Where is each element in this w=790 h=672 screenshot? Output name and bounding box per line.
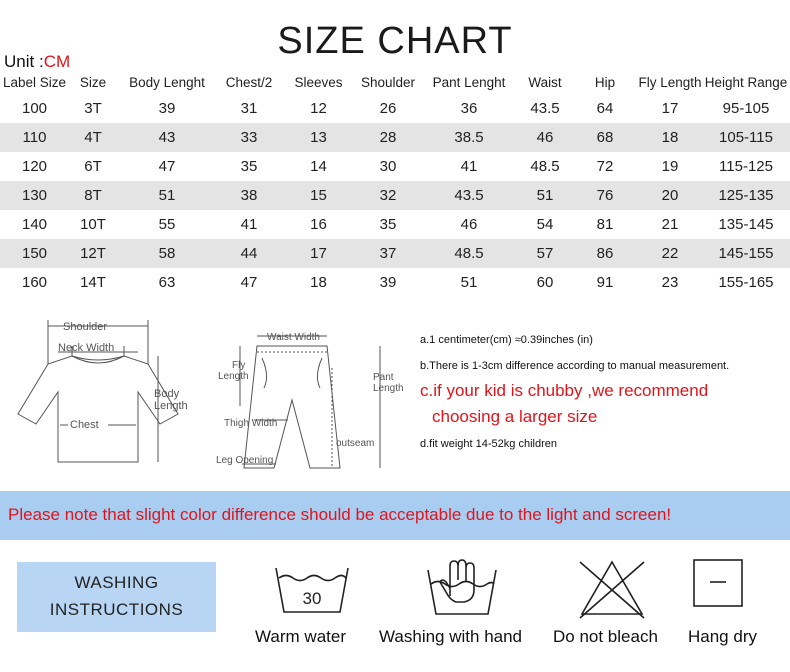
table-cell: 100 — [21, 100, 48, 117]
table-cell: 47 — [158, 158, 176, 175]
hand-wash-icon — [412, 556, 512, 620]
page-title: SIZE CHART — [277, 20, 513, 62]
table-cell: 43.5 — [530, 100, 560, 117]
neck-width-label: Neck Width — [58, 342, 115, 354]
table-cell: 18 — [310, 274, 327, 291]
column-header: Sleeves — [294, 74, 343, 90]
column-header: Fly Length — [638, 74, 702, 90]
table-cell: 57 — [518, 239, 572, 268]
table-cell: 22 — [638, 239, 702, 268]
table-cell: 17 — [661, 100, 679, 117]
table-cell: 12T — [69, 239, 117, 268]
table-cell: 44 — [217, 239, 281, 268]
table-cell: 64 — [596, 100, 614, 117]
hang-dry-icon — [676, 556, 776, 620]
table-cell: 17 — [281, 239, 356, 268]
table-cell: 20 — [638, 181, 702, 210]
table-cell: 21 — [661, 216, 679, 233]
table-cell: 14T — [80, 274, 106, 291]
table-cell: 46 — [518, 123, 572, 152]
column-header: Size — [79, 74, 107, 90]
column-header: Hip — [594, 74, 616, 90]
table-cell: 30 — [379, 158, 397, 175]
table-cell: 33 — [217, 123, 281, 152]
note-b: b.There is 1-3cm difference according to manual measurement. — [420, 360, 730, 372]
table-cell: 10T — [80, 216, 106, 233]
table-cell: 26 — [379, 100, 397, 117]
pant-length-label: Pant Length — [373, 372, 404, 394]
no-bleach-icon — [562, 556, 662, 620]
table-cell: 105-115 — [702, 123, 790, 152]
table-row — [0, 268, 790, 297]
table-cell: 125-135 — [702, 181, 790, 210]
column-header: Shoulder — [360, 74, 416, 90]
table-cell: 38.5 — [420, 123, 518, 152]
table-cell: 135-145 — [718, 216, 774, 233]
warm-water-icon — [262, 556, 362, 620]
size-table — [0, 70, 790, 297]
note-c-line1: c.if your kid is chubby ,we recommend — [420, 381, 709, 400]
table-cell: 16 — [310, 216, 327, 233]
color-notice-text: Please note that slight color difference should be acceptable due to the light and screen! — [8, 505, 672, 524]
column-header: Waist — [528, 74, 562, 90]
table-cell: 54 — [536, 216, 554, 233]
note-d: d.fit weight 14-52kg children — [420, 438, 557, 450]
table-cell: 38 — [217, 181, 281, 210]
washing-title-line2: INSTRUCTIONS — [49, 600, 184, 619]
table-cell: 120 — [21, 158, 48, 175]
hand-wash-label: Washing with hand — [379, 627, 523, 646]
table-cell: 130 — [0, 181, 69, 210]
table-cell: 160 — [21, 274, 48, 291]
table-cell: 63 — [158, 274, 176, 291]
table-cell: 8T — [69, 181, 117, 210]
color-notice-banner — [0, 491, 790, 540]
table-cell: 12 — [310, 100, 327, 117]
table-cell: 43.5 — [420, 181, 518, 210]
waist-width-label: Waist Width — [267, 332, 320, 343]
washing-instructions-box — [17, 562, 216, 632]
table-cell: 95-105 — [722, 100, 770, 117]
table-cell: 32 — [356, 181, 420, 210]
table-cell: 47 — [240, 274, 258, 291]
table-cell: 23 — [661, 274, 679, 291]
table-row — [0, 210, 790, 239]
table-cell: 115-125 — [719, 158, 773, 175]
table-cell: 37 — [356, 239, 420, 268]
table-cell: 39 — [379, 274, 397, 291]
table-cell: 28 — [356, 123, 420, 152]
table-row — [0, 239, 790, 268]
table-cell: 110 — [0, 123, 69, 152]
table-cell: 145-155 — [702, 239, 790, 268]
note-a: a.1 centimeter(cm) ≈0.39inches (in) — [420, 334, 593, 346]
column-header: Chest/2 — [225, 74, 273, 90]
table-cell: 39 — [158, 100, 176, 117]
outseam-label: outseam — [336, 438, 375, 449]
table-cell: 51 — [117, 181, 217, 210]
note-c-line2: choosing a larger size — [432, 407, 598, 426]
table-cell: 4T — [69, 123, 117, 152]
body-length-label: Body Length — [154, 388, 188, 412]
hang-dry-label: Hang dry — [688, 627, 757, 646]
table-cell: 6T — [84, 158, 102, 175]
table-cell: 150 — [0, 239, 69, 268]
shirt-diagram — [8, 312, 208, 470]
table-cell: 31 — [240, 100, 258, 117]
unit-label — [4, 52, 70, 72]
table-cell: 48.5 — [530, 158, 560, 175]
table-cell: 91 — [596, 274, 614, 291]
table-cell: 43 — [117, 123, 217, 152]
table-cell: 15 — [281, 181, 356, 210]
chest-label: Chest — [70, 419, 99, 431]
table-cell: 60 — [536, 274, 554, 291]
table-cell: 68 — [572, 123, 638, 152]
table-cell: 48.5 — [420, 239, 518, 268]
table-cell: 51 — [518, 181, 572, 210]
table-cell: 140 — [21, 216, 48, 233]
table-cell: 35 — [240, 158, 258, 175]
leg-opening-label: Leg Opening — [216, 455, 274, 466]
table-row — [0, 94, 790, 123]
wash-temp: 30 — [302, 589, 322, 608]
size-table-header — [0, 70, 790, 94]
table-cell: 51 — [460, 274, 478, 291]
fly-length-label: Fly Length — [218, 360, 249, 382]
thigh-width-label: Thigh Width — [224, 418, 278, 429]
table-cell: 81 — [596, 216, 614, 233]
table-cell: 18 — [638, 123, 702, 152]
table-cell: 55 — [158, 216, 176, 233]
shoulder-label: Shoulder — [63, 321, 108, 333]
table-cell: 19 — [661, 158, 679, 175]
table-cell: 72 — [596, 158, 614, 175]
table-row — [0, 181, 790, 210]
table-cell: 13 — [281, 123, 356, 152]
column-header: Label Size — [2, 74, 67, 90]
warm-water-label: Warm water — [255, 627, 346, 646]
column-header: Pant Lenght — [432, 74, 506, 90]
table-cell: 58 — [117, 239, 217, 268]
table-cell: 41 — [240, 216, 258, 233]
table-cell: 14 — [310, 158, 327, 175]
column-header: Height Range — [704, 74, 788, 90]
table-cell: 155-165 — [718, 274, 774, 291]
table-cell: 3T — [84, 100, 102, 117]
table-cell: 41 — [460, 158, 478, 175]
table-row — [0, 123, 790, 152]
table-cell: 35 — [379, 216, 397, 233]
washing-title-line1: WASHING — [74, 573, 159, 592]
no-bleach-label: Do not bleach — [553, 627, 658, 646]
table-cell: 86 — [572, 239, 638, 268]
body-length-text: Body — [154, 388, 180, 400]
pant-diagram — [212, 328, 412, 473]
table-row — [0, 152, 790, 181]
unit-value: CM — [43, 52, 71, 71]
table-cell: 36 — [460, 100, 478, 117]
table-cell: 46 — [460, 216, 478, 233]
table-cell: 76 — [572, 181, 638, 210]
column-header: Body Lenght — [129, 74, 205, 90]
unit-prefix: Unit : — [4, 52, 44, 71]
